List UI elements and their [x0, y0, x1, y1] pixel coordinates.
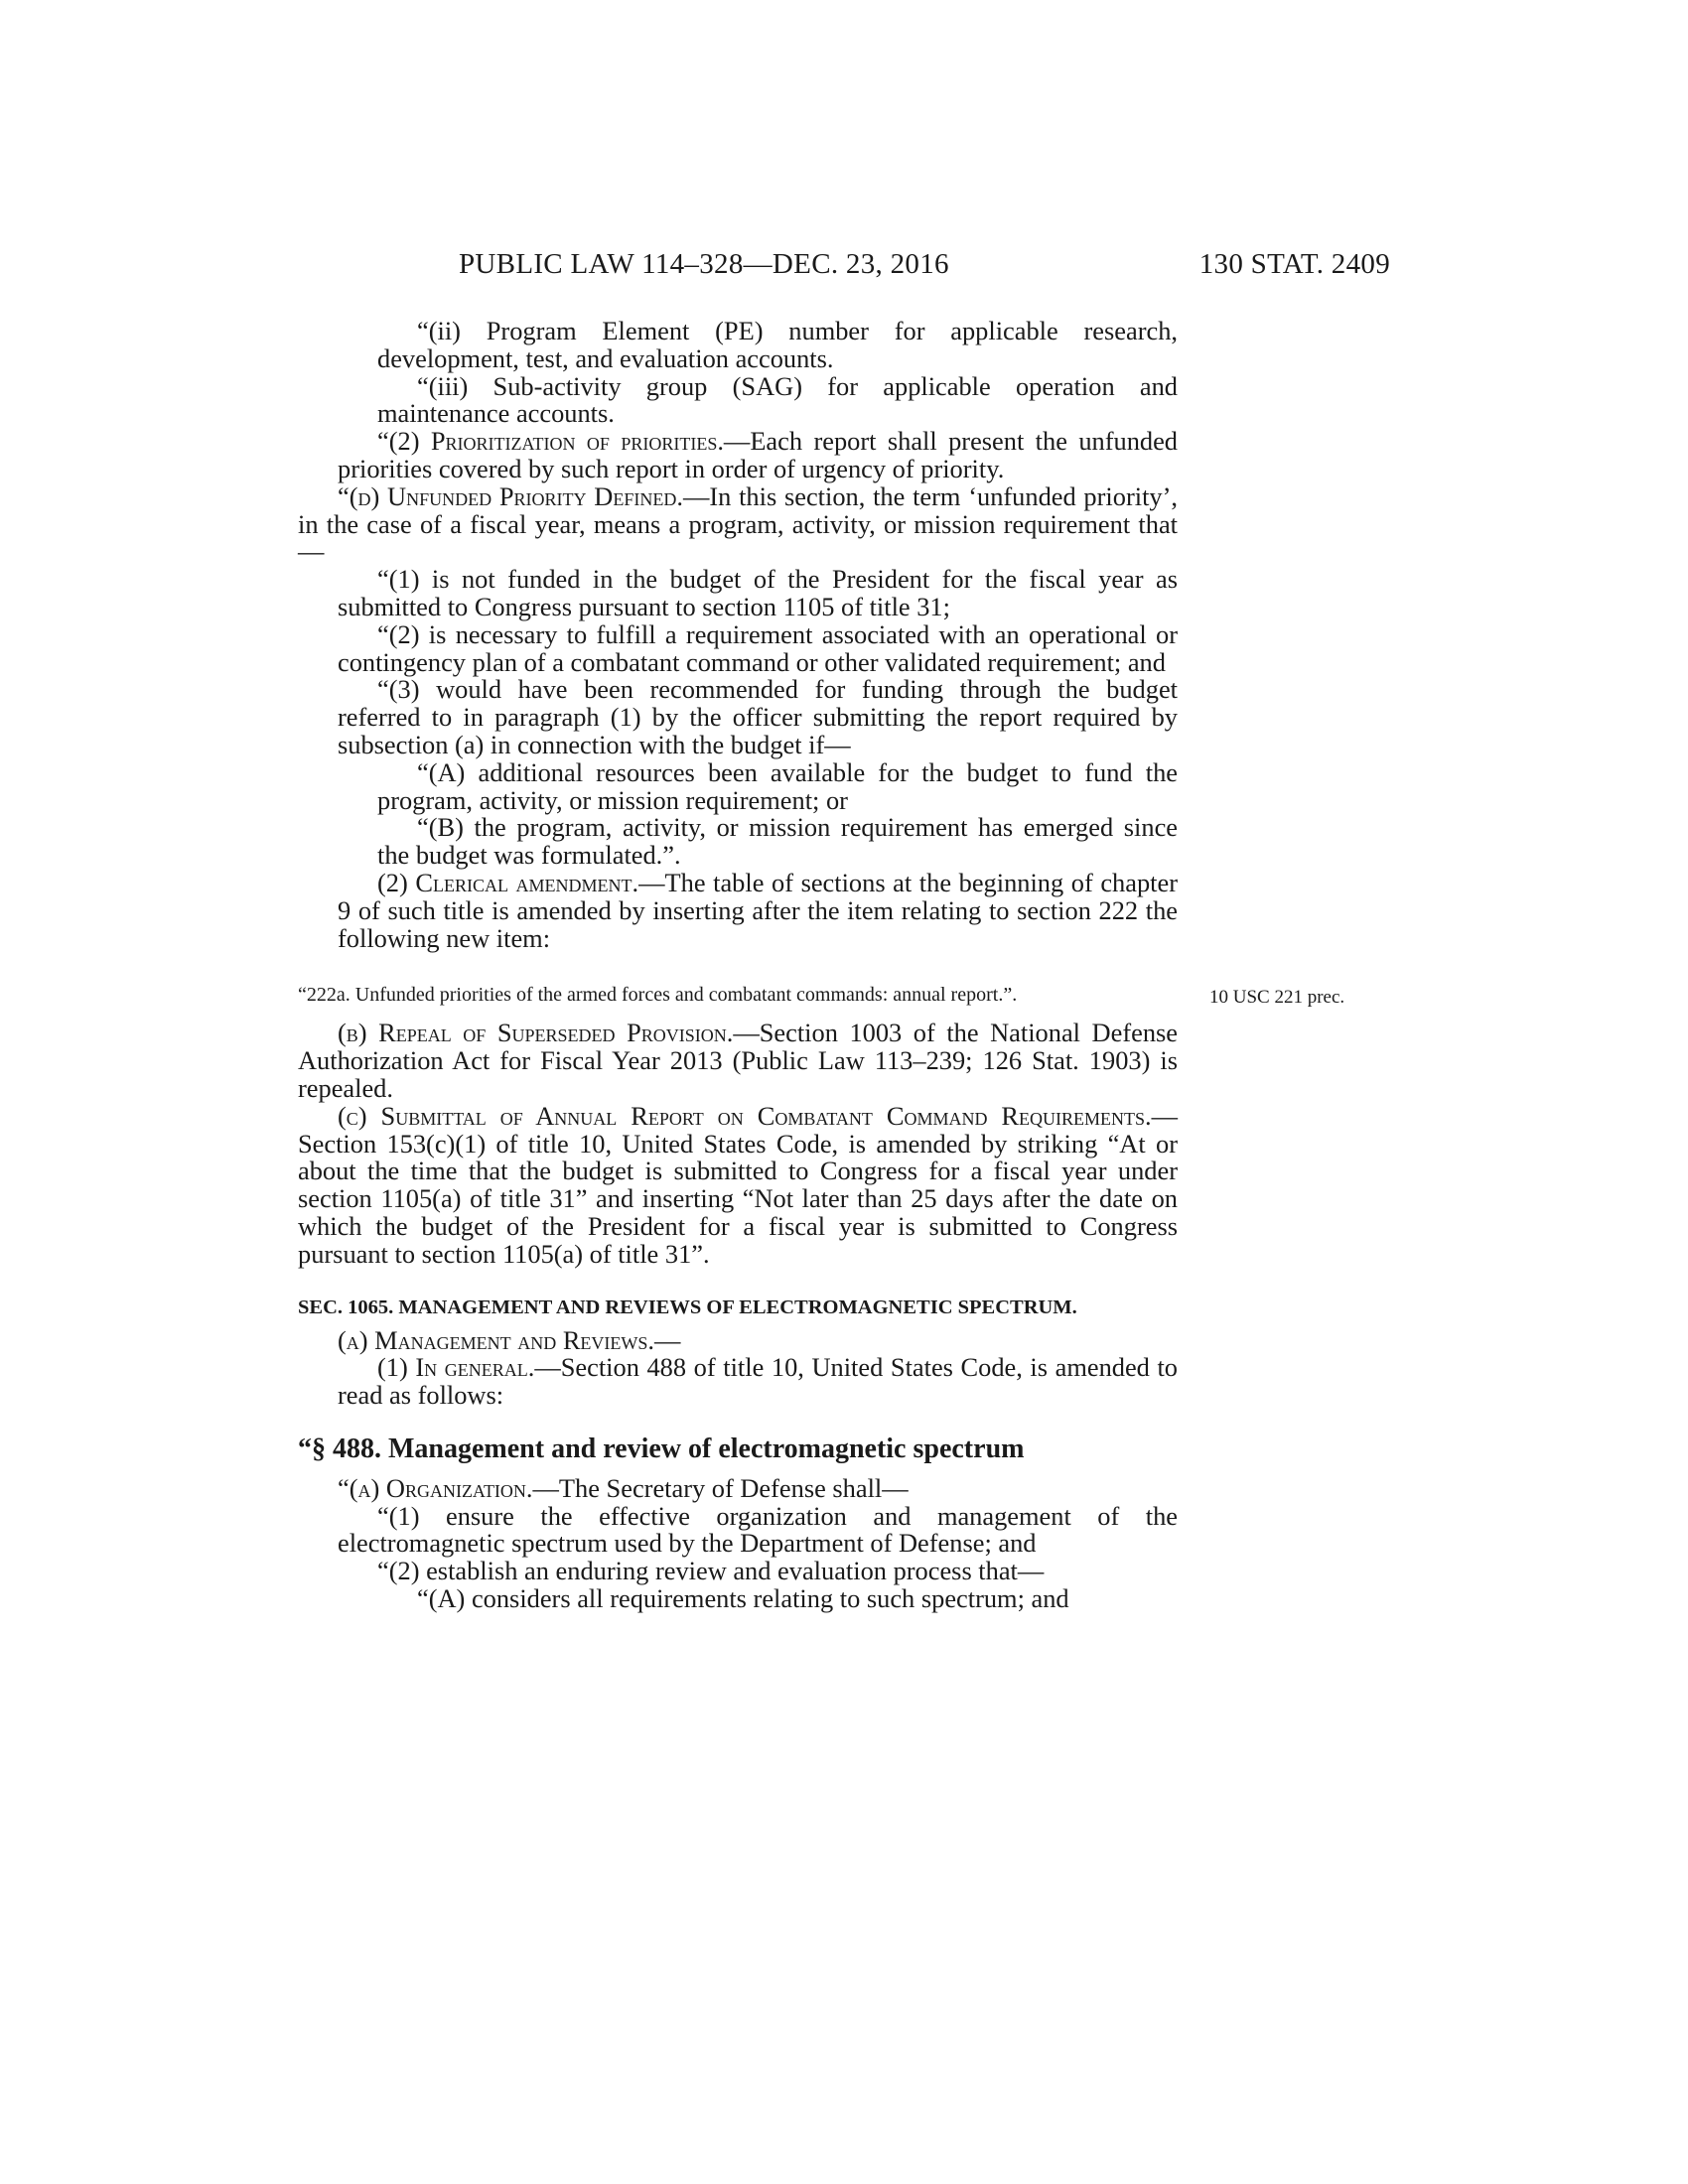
subsection-organization [298, 1472, 1178, 1503]
subparagraph-dA: “(A) additional resources been available for the budget to fund the program, activity, or mission requirement; or [377, 756, 1178, 815]
paragraph-org1: “(1) ensure the effective organization and management of the electromagnetic spectrum used by the Department of Defense; and [338, 1500, 1178, 1559]
subsection-d [298, 480, 1178, 567]
subsection-c [298, 1100, 1178, 1269]
paragraph-a1-text: —Section 488 of title 10, United States Code, is amended to read as follows: [338, 1352, 1178, 1411]
heading-prioritization: “(2) Prioritization of priorities. [377, 426, 724, 457]
paragraph-a2 [298, 867, 1178, 953]
subsection-a [298, 1324, 1178, 1355]
heading-management-and-reviews: (a) Management and Reviews. [338, 1324, 654, 1355]
running-head-title: PUBLIC LAW 114–328—DEC. 23, 2016 [459, 248, 949, 280]
subsection-b-text: —Section 1003 of the National Defense Authorization Act for Fiscal Year 2013 (Public Law 113–239; 126 Stat. 1903) is repealed. [298, 1018, 1178, 1103]
section-heading: SEC. 1065. MANAGEMENT AND REVIEWS OF ELECTROMAGNETIC SPECTRUM. [298, 1296, 1077, 1318]
subsection-a-text: — [654, 1324, 681, 1355]
subsection-d-text: —In this section, the term ‘unfunded priority’, in the case of a fiscal year, means a program, activity, or mission requirement that— [298, 480, 1178, 567]
paragraph-org2: “(2) establish an enduring review and evaluation process that— [377, 1556, 1045, 1586]
paragraph-a2-text: —The table of sections at the beginning of chapter 9 of such title is amended by inserting after the item relating to section 222 the following new item: [338, 867, 1178, 953]
paragraph-c2-text: —Each report shall present the unfunded priorities covered by such report in order of urgency of priority. [338, 426, 1178, 483]
subsection-organization-text: —The Secretary of Defense shall— [532, 1472, 909, 1503]
heading-unfunded-priority-defined: “(d) Unfunded Priority Defined. [338, 480, 683, 511]
subsection-b [298, 1020, 1178, 1102]
clause-iii: “(iii) Sub-activity group (SAG) for applicable operation and maintenance accounts. [377, 370, 1178, 429]
paragraph-d3: “(3) would have been recommended for funding through the budget referred to in paragraph (1) by the officer submitting the report required by subsection (a) in connection with the budget if— [338, 674, 1178, 759]
statute-page-number: 130 STAT. 2409 [1198, 248, 1390, 280]
table-of-sections-item: “222a. Unfunded priorities of the armed forces and combatant commands: annual report.”. [298, 984, 1018, 1007]
heading-submittal: (c) Submittal of Annual Report on Combatant Command Requirements. [338, 1100, 1152, 1131]
heading-clerical-amendment: (2) Clerical amendment. [377, 867, 639, 897]
paragraph-c2 [298, 428, 1178, 483]
page-header [298, 248, 1390, 288]
clause-ii: “(ii) Program Element (PE) number for applicable research, development, test, and evaluation accounts. [377, 316, 1178, 373]
document-body [298, 318, 1178, 1613]
subparagraph-dB: “(B) the program, activity, or mission requirement has emerged since the budget was formulated.”. [377, 812, 1178, 871]
margin-note-citation: 10 USC 221 prec. [1209, 987, 1345, 1008]
paragraph-d2: “(2) is necessary to fulfill a requirement associated with an operational or contingency plan of a combatant command or other validated requirement; and [338, 618, 1178, 677]
section-488-heading: “§ 488. Management and review of electromagnetic spectrum [298, 1433, 1025, 1464]
heading-repeal: (b) Repeal of Superseded Provision. [338, 1018, 734, 1048]
heading-organization: “(a) Organization. [338, 1472, 533, 1503]
subsection-c-text: —Section 153(c)(1) of title 10, United States Code, is amended by striking “At or about the time that the budget is submitted to Congress for a fiscal year under section 1105(a) of title 31” and inserting “Not later than 25 days after the date on which the budget of the President for a fiscal year is submitted to Congress pursuant to section 1105(a) of title 31”. [298, 1100, 1178, 1269]
paragraph-a1 [298, 1354, 1178, 1410]
subparagraph-orgA: “(A) considers all requirements relating to such spectrum; and [417, 1583, 1069, 1614]
paragraph-d1: “(1) is not funded in the budget of the President for the fiscal year as submitted to Congress pursuant to section 1105 of title 31; [338, 564, 1178, 621]
heading-in-general: (1) In general. [377, 1352, 535, 1383]
